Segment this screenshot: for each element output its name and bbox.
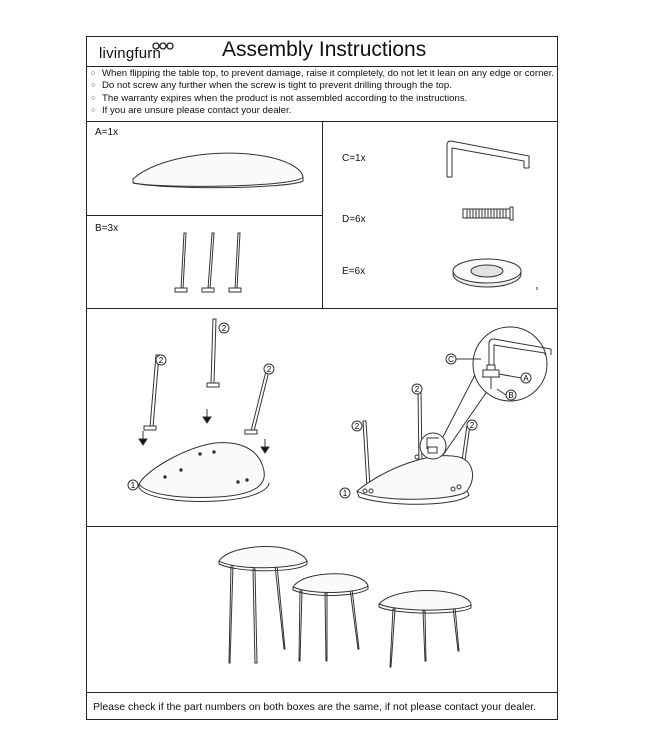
part-e-label: E=6x	[342, 266, 366, 277]
callout-number: 2	[414, 385, 420, 394]
note-text: Do not screw any further when the screw is tight to prevent drilling through the top.	[102, 80, 452, 92]
callout-number: 2	[158, 356, 164, 365]
callout-number: 2	[266, 365, 272, 374]
callout-number: 1	[130, 481, 136, 490]
callout-number: 2	[469, 421, 475, 430]
note-text: The warranty expires when the product is not assembled according to the instructions.	[102, 92, 468, 104]
instruction-sheet	[86, 36, 558, 720]
callout-number: 2	[221, 324, 227, 333]
part-d-label: D=6x	[342, 214, 366, 225]
callout-letter: A	[523, 374, 529, 383]
part-b-label: B=3x	[95, 223, 119, 234]
page-title: Assembly Instructions	[222, 38, 427, 61]
note-text: If you are unsure please contact your dealer.	[102, 105, 292, 117]
callout-letter: C	[448, 355, 454, 364]
bullet-icon: ○	[91, 94, 96, 102]
callout-number: 2	[354, 422, 360, 431]
part-c-label: C=1x	[342, 153, 366, 164]
brand-name: livingfurn	[99, 45, 162, 62]
part-a-label: A=1x	[95, 127, 119, 138]
note-text: When flipping the table top, to prevent damage, raise it completely, do not let it lean on any edge or corner.	[102, 68, 555, 79]
bullet-icon: ○	[91, 82, 96, 90]
footer-note: Please check if the part numbers on both boxes are the same, if not please contact your dealer.	[93, 701, 537, 713]
bullet-icon: ○	[91, 107, 96, 115]
callout-number: 1	[342, 489, 348, 498]
callout-letter: B	[508, 391, 514, 400]
finished-tables-illustration	[87, 37, 559, 721]
bullet-icon: ○	[91, 70, 96, 77]
